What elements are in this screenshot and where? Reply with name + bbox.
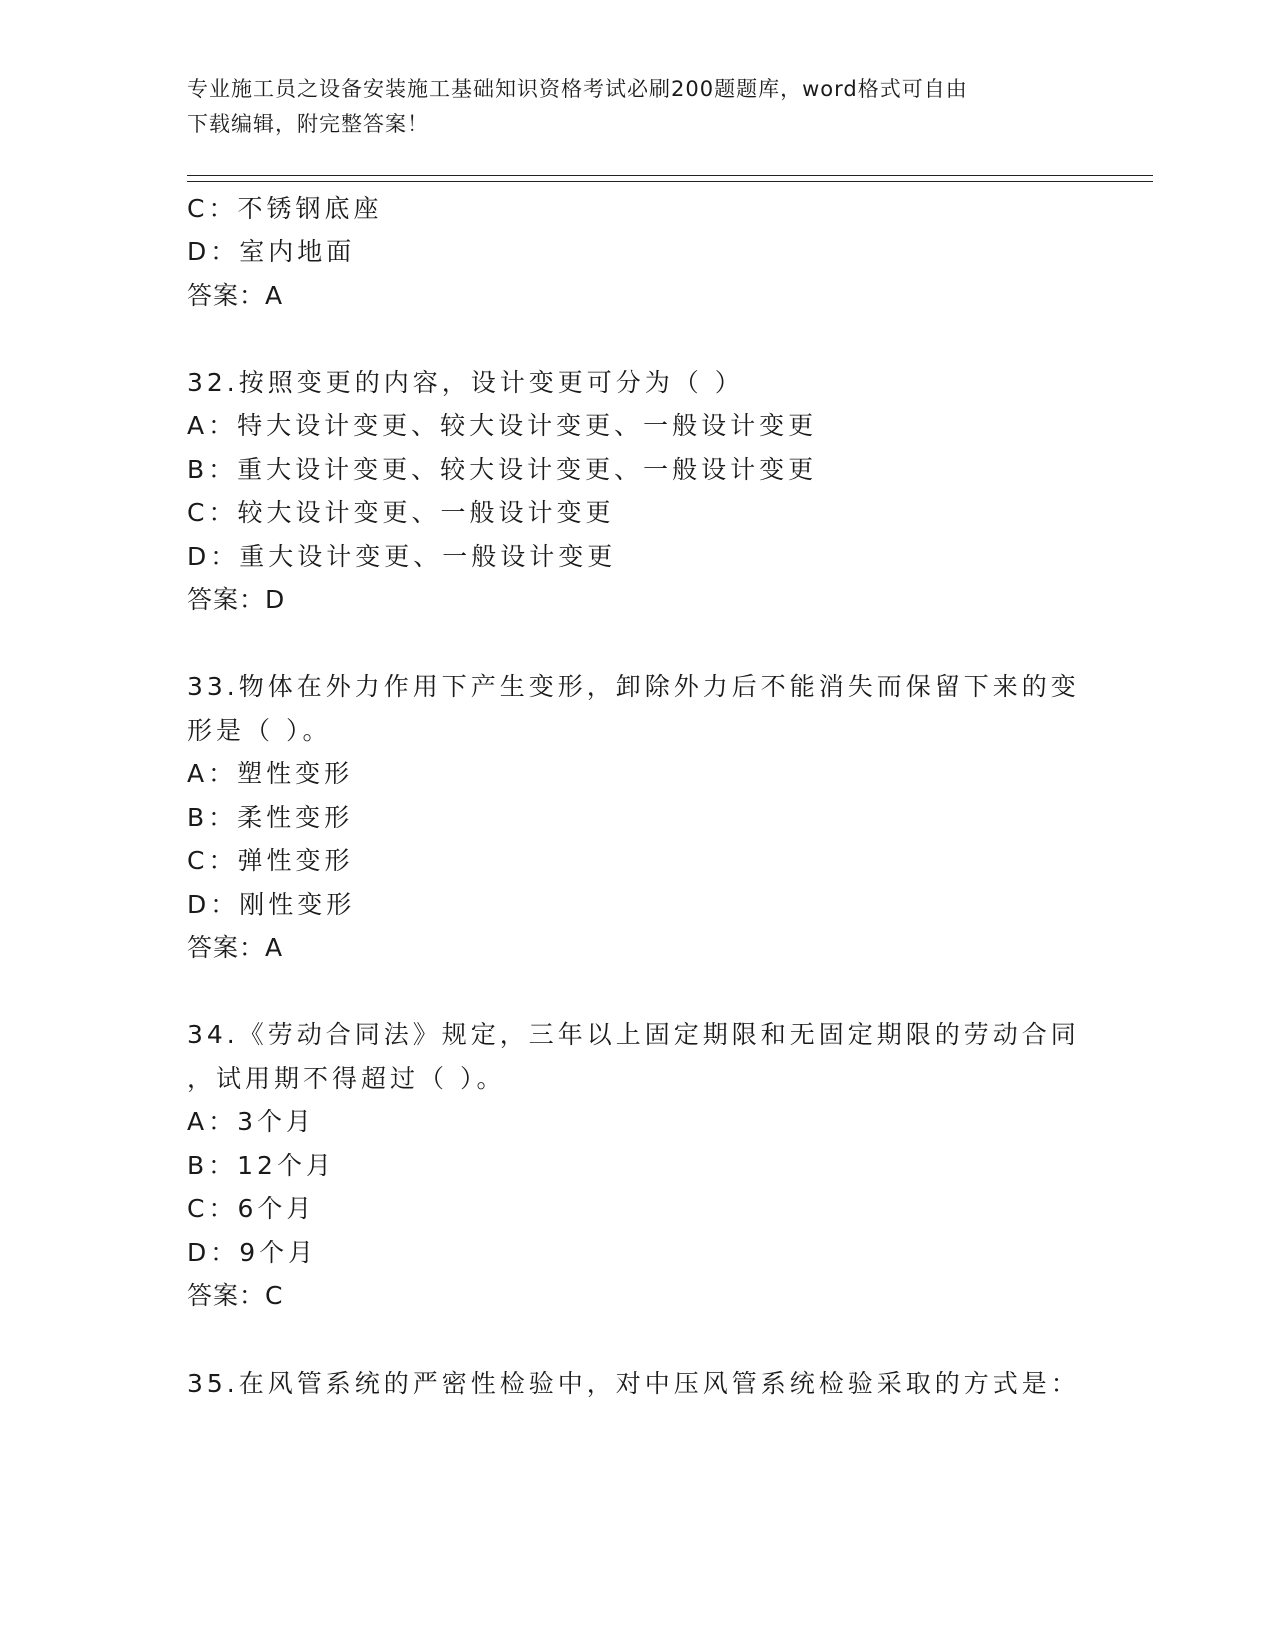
header-divider [187,175,1153,176]
q31-option-d: D：室内地面 [187,237,356,266]
q33-answer: 答案：A [187,933,284,962]
q35-stem: 35.在风管系统的严密性检验中，对中压风管系统检验采取的方式是： [187,1369,1080,1398]
q34-answer: 答案：C [187,1281,284,1310]
header-divider-second [187,181,1153,182]
q32-option-b: B：重大设计变更、较大设计变更、一般设计变更 [187,455,818,484]
q34-option-c: C：6个月 [187,1194,316,1223]
q34-option-b: B：12个月 [187,1151,335,1180]
q34-stem-line-1: 34.《劳动合同法》规定，三年以上固定期限和无固定期限的劳动合同 [187,1020,1080,1049]
q31-answer: 答案：A [187,281,284,310]
q34-option-d: D：9个月 [187,1238,318,1267]
q33-stem-line-2: 形是（ ）。 [187,716,332,745]
q33-option-d: D：刚性变形 [187,890,356,919]
q32-stem: 32.按照变更的内容，设计变更可分为（ ） [187,368,744,397]
q32-answer: 答案：D [187,585,286,614]
document-header [187,72,1067,142]
q34-stem-line-2: ，试用期不得超过（ ）。 [187,1064,506,1093]
header-line-2: 下载编辑，附完整答案！ [187,112,429,136]
q32-option-a: A：特大设计变更、较大设计变更、一般设计变更 [187,411,818,440]
q31-option-c: C：不锈钢底座 [187,194,383,223]
header-line-1: 专业施工员之设备安装施工基础知识资格考试必刷200题题库，word格式可自由 [187,77,968,101]
q32-option-c: C：较大设计变更、一般设计变更 [187,498,615,527]
q33-option-c: C：弹性变形 [187,846,354,875]
q33-option-b: B：柔性变形 [187,803,354,832]
q34-option-a: A：3个月 [187,1107,316,1136]
q33-option-a: A：塑性变形 [187,759,354,788]
q32-option-d: D：重大设计变更、一般设计变更 [187,542,617,571]
q33-stem-line-1: 33.物体在外力作用下产生变形，卸除外力后不能消失而保留下来的变 [187,672,1080,701]
